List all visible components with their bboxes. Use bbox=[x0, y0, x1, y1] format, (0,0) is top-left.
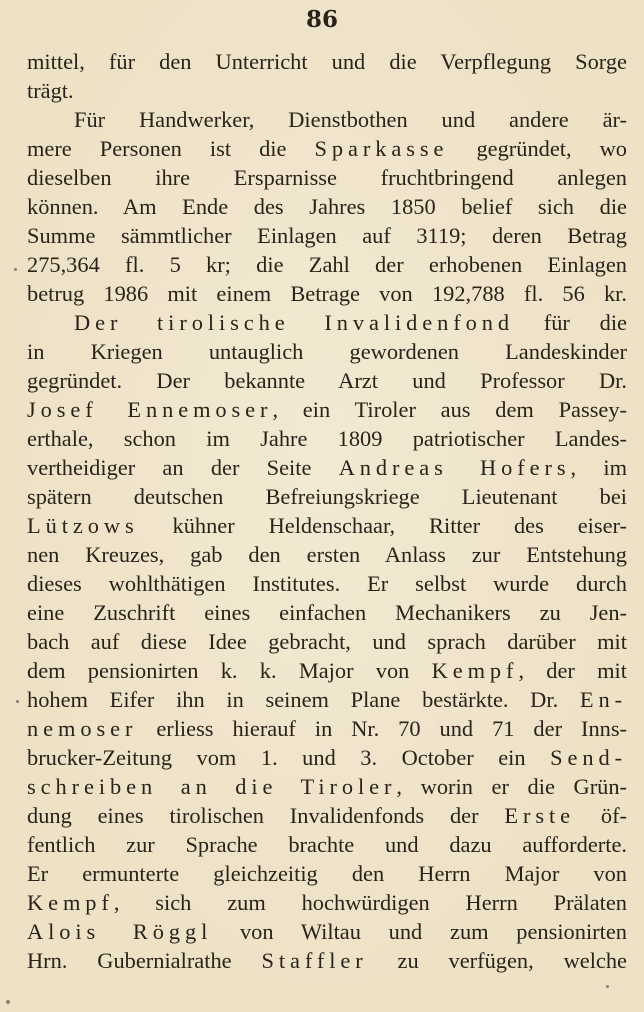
text-run: für die bbox=[514, 310, 627, 335]
text-line bbox=[27, 743, 627, 772]
text-line bbox=[27, 714, 627, 743]
letterspaced-emphasis: Andreas Hofers bbox=[338, 455, 571, 480]
text-run: , ein Tiroler aus dem Passey- bbox=[272, 397, 627, 422]
text-run: Er ermunterte gleichzeitig den Herrn Major von bbox=[27, 861, 627, 886]
text-line bbox=[27, 76, 627, 105]
text-line bbox=[27, 540, 627, 569]
text-line bbox=[27, 598, 627, 627]
letterspaced-emphasis: Sparkasse bbox=[314, 136, 449, 161]
text-line bbox=[27, 859, 627, 888]
page-number: 86 bbox=[305, 6, 338, 33]
letterspaced-emphasis: nemoser bbox=[27, 716, 138, 741]
text-line bbox=[27, 192, 627, 221]
text-line bbox=[27, 337, 627, 366]
text-run: , der mit bbox=[518, 658, 627, 683]
text-line bbox=[27, 163, 627, 192]
text-run: trägt. bbox=[27, 78, 74, 103]
text-line bbox=[27, 134, 627, 163]
print-speck bbox=[16, 700, 19, 703]
text-line bbox=[27, 511, 627, 540]
text-line bbox=[27, 47, 627, 76]
print-speck bbox=[6, 1000, 10, 1004]
text-run: , sich zum hochwürdigen Herrn Prälaten bbox=[113, 890, 627, 915]
text-run: dung eines tirolischen Invalidenfonds der bbox=[27, 803, 505, 828]
text-run: gegründet. Der bekannte Arzt und Professor Dr. bbox=[27, 368, 627, 393]
text-line bbox=[27, 424, 627, 453]
text-run: bach auf diese Idee gebracht, und sprach darüber mit bbox=[27, 629, 627, 654]
text-run: erthale, schon im Jahre 1809 patriotischer Landes- bbox=[27, 426, 627, 451]
text-line bbox=[27, 221, 627, 250]
text-run: nen Kreuzes, gab den ersten Anlass zur Entstehung bbox=[27, 542, 627, 567]
print-speck bbox=[606, 985, 609, 988]
letterspaced-emphasis: Kempf bbox=[431, 658, 519, 683]
text-run: hohem Eifer ihn in seinem Plane bestärkte. Dr. bbox=[27, 687, 580, 712]
text-line bbox=[27, 627, 627, 656]
text-line bbox=[27, 453, 627, 482]
text-line bbox=[27, 279, 627, 308]
text-run: brucker-Zeitung vom 1. und 3. October ein bbox=[27, 745, 551, 770]
text-line bbox=[27, 656, 627, 685]
letterspaced-emphasis: Send- bbox=[550, 745, 627, 770]
text-run: dieses wohlthätigen Institutes. Er selbst wurde durch bbox=[27, 571, 627, 596]
text-line bbox=[27, 830, 627, 859]
text-run: eine Zuschrift eines einfachen Mechanikers zu Jen- bbox=[27, 600, 627, 625]
text-run: Summe sämmtlicher Einlagen auf 3119; deren Betrag bbox=[27, 223, 627, 248]
letterspaced-emphasis: Erste bbox=[504, 803, 576, 828]
text-run: vertheidiger an der Seite bbox=[27, 455, 339, 480]
text-run: dieselben ihre Ersparnisse fruchtbringend anlegen bbox=[27, 165, 627, 190]
text-run: , worin er die Grün- bbox=[396, 774, 627, 799]
letterspaced-emphasis: Lützows bbox=[27, 513, 139, 538]
letterspaced-emphasis: Der tirolische Invalidenfond bbox=[74, 310, 514, 335]
print-speck bbox=[14, 268, 17, 271]
text-run: 275,364 fl. 5 kr; die Zahl der erhobenen Einlagen bbox=[27, 252, 627, 277]
text-line bbox=[27, 801, 627, 830]
text-run: kühner Heldenschaar, Ritter des eiser- bbox=[138, 513, 627, 538]
text-run: Für Handwerker, Dienstbothen und andere är- bbox=[74, 107, 627, 132]
letterspaced-emphasis: schreiben an die Tiroler bbox=[27, 774, 397, 799]
text-line bbox=[27, 569, 627, 598]
text-run: spätern deutschen Befreiungskriege Lieutenant bei bbox=[27, 484, 627, 509]
text-run: Hrn. Gubernialrathe bbox=[27, 948, 262, 973]
text-line bbox=[27, 482, 627, 511]
text-run: mere Personen ist die bbox=[27, 136, 315, 161]
text-line bbox=[27, 946, 627, 975]
text-line bbox=[27, 250, 627, 279]
letterspaced-emphasis: Staffler bbox=[261, 948, 368, 973]
text-line bbox=[27, 917, 627, 946]
text-run: dem pensionirten k. k. Major von bbox=[27, 658, 432, 683]
text-line bbox=[27, 105, 627, 134]
letterspaced-emphasis: Alois Röggl bbox=[27, 919, 213, 944]
body-text bbox=[27, 47, 627, 975]
text-run: fentlich zur Sprache brachte und dazu aufforderte. bbox=[27, 832, 627, 857]
text-line bbox=[27, 888, 627, 917]
text-run: von Wiltau und zum pensionirten bbox=[212, 919, 627, 944]
letterspaced-emphasis: Kempf bbox=[27, 890, 114, 915]
text-run: betrug 1986 mit einem Betrage von 192,788 fl. 56 kr. bbox=[27, 281, 627, 306]
text-line bbox=[27, 395, 627, 424]
letterspaced-emphasis: Josef Ennemoser bbox=[27, 397, 273, 422]
text-line bbox=[27, 366, 627, 395]
text-run: , im bbox=[570, 455, 627, 480]
text-run: können. Am Ende des Jahres 1850 belief sich die bbox=[27, 194, 627, 219]
text-run: in Kriegen untauglich gewordenen Landeskinder bbox=[27, 339, 627, 364]
text-run: erliess hierauf in Nr. 70 und 71 der Inns- bbox=[137, 716, 627, 741]
text-line bbox=[27, 685, 627, 714]
text-run: zu verfügen, welche bbox=[367, 948, 627, 973]
text-line bbox=[27, 308, 627, 337]
text-run: gegründet, wo bbox=[448, 136, 627, 161]
letterspaced-emphasis: En- bbox=[579, 687, 627, 712]
text-run: öf- bbox=[575, 803, 627, 828]
text-run: mittel, für den Unterricht und die Verpflegung Sorge bbox=[27, 49, 627, 74]
text-line bbox=[27, 772, 627, 801]
